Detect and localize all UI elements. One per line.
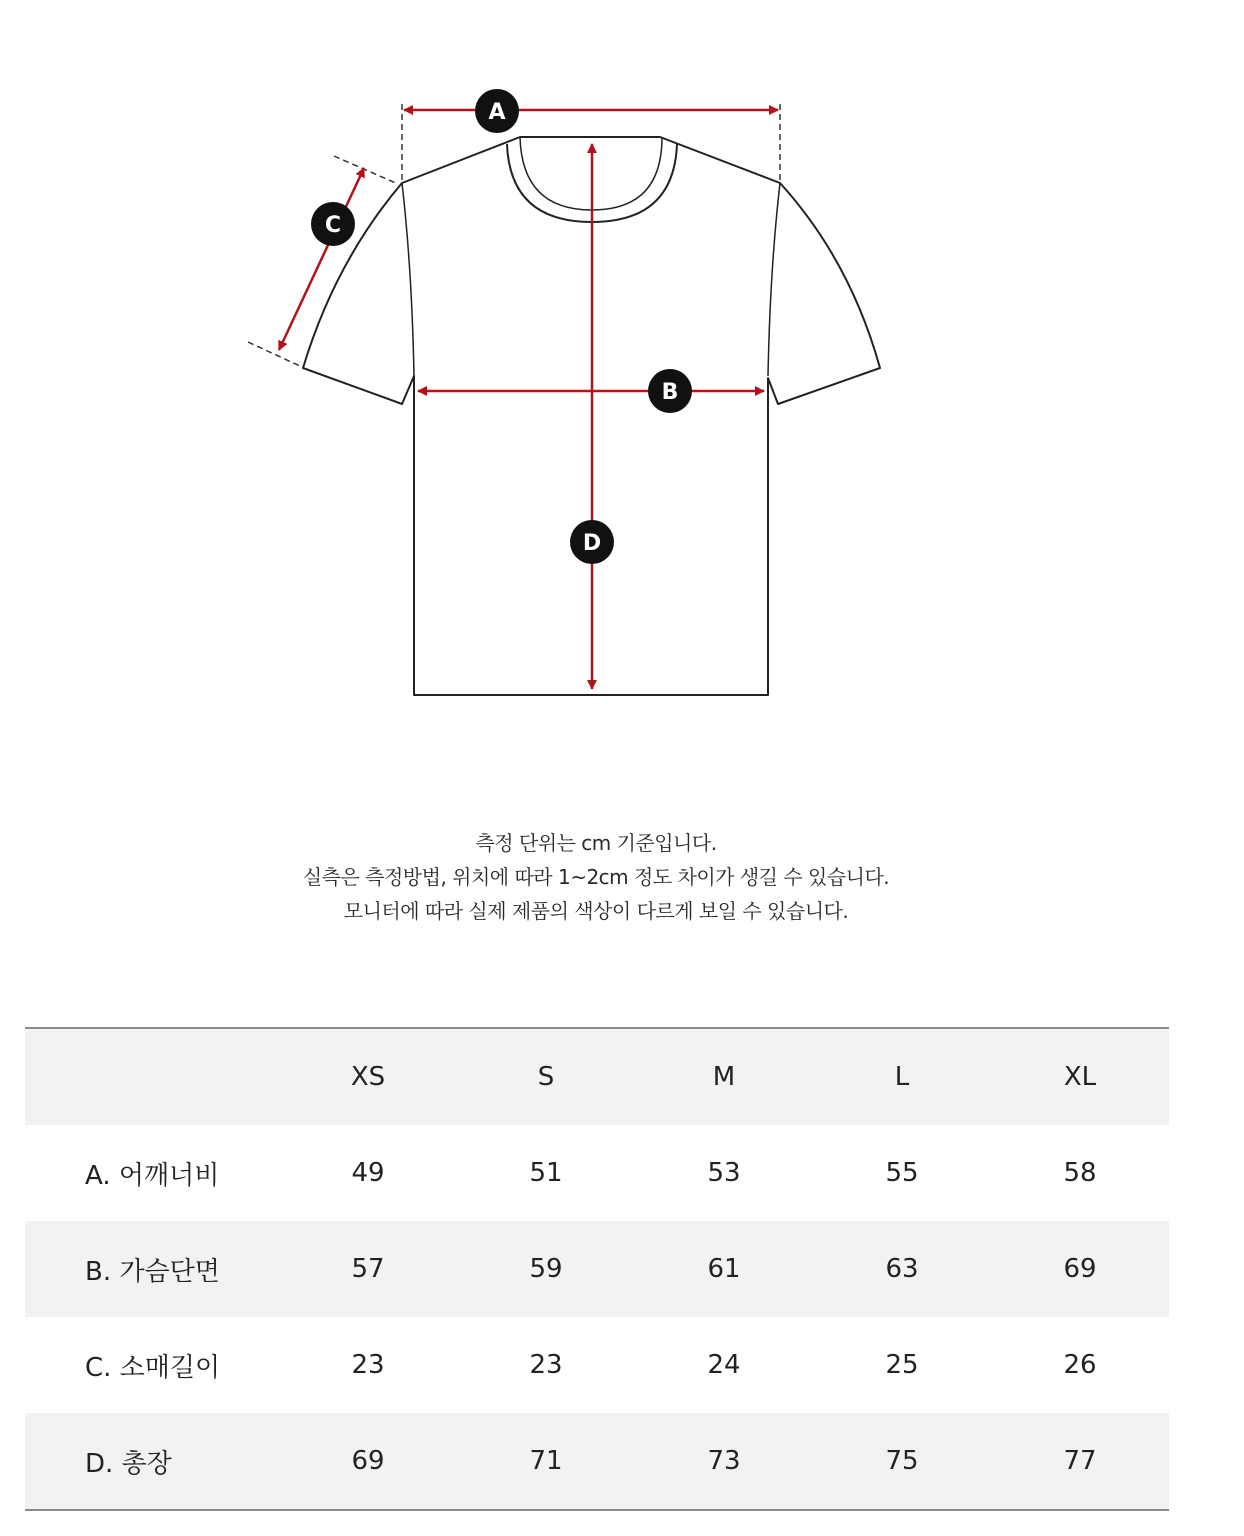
note-line-color: 모니터에 따라 실제 제품의 색상이 다르게 보일 수 있습니다.: [343, 899, 849, 923]
row-label: C. 소매길이: [85, 1352, 221, 1383]
table-cell: 25: [885, 1350, 919, 1380]
table-cell: 69: [1063, 1254, 1097, 1284]
header-blank-cell: [25, 1028, 279, 1125]
table-cell: 26: [1063, 1350, 1097, 1380]
marker-a-badge: [475, 89, 519, 133]
size-header-l: L: [894, 1062, 910, 1092]
marker-d-badge: [570, 520, 614, 564]
table-cell: 23: [529, 1350, 563, 1380]
tshirt-diagram-svg: [0, 0, 1244, 760]
marker-c-badge: [311, 202, 355, 246]
measurement-notes: [0, 826, 1192, 928]
table-cell: 75: [885, 1446, 919, 1476]
marker-d-label: D: [582, 531, 602, 556]
marker-b-label: B: [661, 380, 679, 405]
table-cell: 69: [351, 1446, 385, 1476]
size-header-m: M: [712, 1062, 736, 1092]
note-line-unit: 측정 단위는 cm 기준입니다.: [475, 831, 717, 855]
tshirt-measurement-diagram: [0, 0, 1244, 760]
marker-b-badge: [648, 369, 692, 413]
marker-a-label: A: [488, 100, 506, 125]
sleeve-top-guide: [334, 156, 398, 184]
table-row-chest: [25, 1221, 1169, 1317]
table-cell: 49: [351, 1158, 385, 1188]
row-label: D. 총장: [85, 1448, 172, 1479]
sleeve-bottom-guide: [248, 342, 300, 366]
table-row-sleeve: [25, 1317, 1169, 1413]
table-cell: 51: [529, 1158, 563, 1188]
table-cell: 24: [707, 1350, 741, 1380]
table-cell: 58: [1063, 1158, 1097, 1188]
table-row-shoulder: [25, 1125, 1169, 1221]
table-cell: 23: [351, 1350, 385, 1380]
size-header-row: [25, 1028, 1169, 1125]
row-label: B. 가슴단면: [85, 1256, 220, 1287]
table-cell: 53: [707, 1158, 741, 1188]
size-chart-table: [25, 1027, 1169, 1511]
table-cell: 63: [885, 1254, 919, 1284]
size-header-xs: XS: [350, 1062, 386, 1092]
size-header-xl: XL: [1063, 1062, 1097, 1092]
table-cell: 77: [1063, 1446, 1097, 1476]
table-cell: 71: [529, 1446, 563, 1476]
row-label: A. 어깨너비: [85, 1160, 220, 1191]
table-cell: 59: [529, 1254, 563, 1284]
table-cell: 61: [707, 1254, 741, 1284]
note-line-tolerance: 실측은 측정방법, 위치에 따라 1~2cm 정도 차이가 생길 수 있습니다.: [302, 865, 890, 889]
table-cell: 73: [707, 1446, 741, 1476]
size-header-s: S: [537, 1062, 555, 1092]
table-cell: 57: [351, 1254, 385, 1284]
table-row-length: [25, 1413, 1169, 1510]
table-cell: 55: [885, 1158, 919, 1188]
marker-c-label: C: [324, 213, 342, 238]
